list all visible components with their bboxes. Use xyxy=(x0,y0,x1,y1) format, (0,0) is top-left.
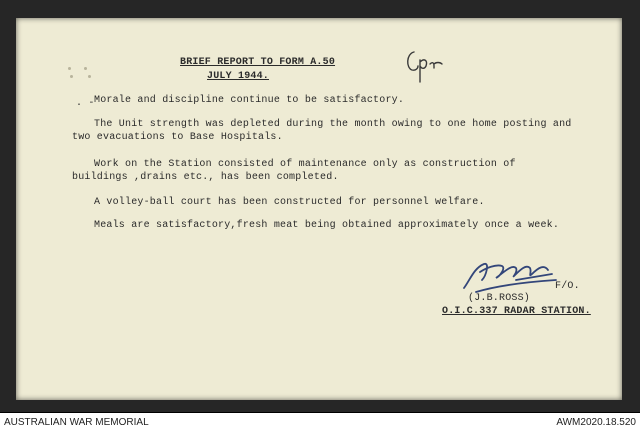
signature-title: O.I.C.337 RADAR STATION. xyxy=(442,306,591,317)
paragraph-morale: Morale and discipline continue to be satisfactory. xyxy=(94,95,405,106)
signature-rank: F/O. xyxy=(555,281,580,292)
archive-reference: AWM2020.18.520 xyxy=(556,417,636,428)
margin-dash: . - xyxy=(76,98,95,109)
report-date: JULY 1944. xyxy=(207,71,270,82)
paragraph-work-line1: Work on the Station consisted of maintenance only as construction of xyxy=(94,159,516,170)
handwritten-note-text: Cpr xyxy=(402,46,404,47)
paragraph-meals: Meals are satisfactory,fresh meat being obtained approximately once a week. xyxy=(94,220,560,231)
paragraph-work-line2: buildings ,drains etc., has been completed. xyxy=(72,172,339,183)
document-page xyxy=(16,18,622,400)
handwritten-annotation xyxy=(402,46,450,86)
punch-mark xyxy=(88,75,91,78)
archive-footer xyxy=(0,412,640,431)
paragraph-strength-line1: The Unit strength was depleted during the month owing to one home posting and xyxy=(94,119,572,130)
punch-mark xyxy=(84,67,87,70)
handwritten-signature xyxy=(456,250,566,298)
punch-mark xyxy=(68,67,71,70)
paragraph-volleyball: A volley-ball court has been constructed for personnel welfare. xyxy=(94,197,485,208)
archive-name: AUSTRALIAN WAR MEMORIAL xyxy=(4,417,149,428)
punch-mark xyxy=(70,75,73,78)
paragraph-strength-line2: two evacuations to Base Hospitals. xyxy=(72,132,283,143)
signature-name: (J.B.ROSS) xyxy=(468,293,531,304)
report-heading: BRIEF REPORT TO FORM A.50 xyxy=(180,57,336,68)
